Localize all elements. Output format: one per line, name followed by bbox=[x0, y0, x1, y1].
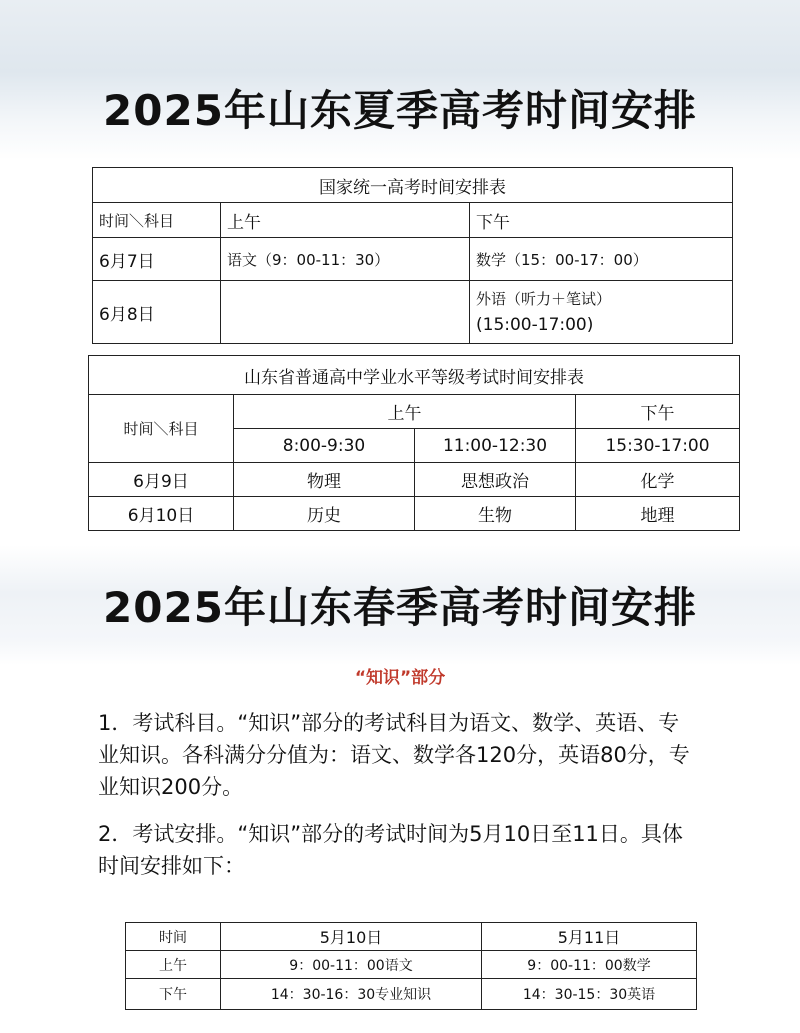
provincial-cell: 化学 bbox=[576, 463, 740, 497]
national-row-pm: 数学（15：00-17：00） bbox=[470, 238, 733, 281]
national-col-am: 上午 bbox=[221, 203, 470, 238]
provincial-col-pm: 下午 bbox=[576, 395, 740, 429]
national-exam-table bbox=[92, 167, 733, 344]
schedule-cell: 14：30-15：30英语 bbox=[482, 979, 697, 1010]
provincial-col-am: 上午 bbox=[234, 395, 576, 429]
provincial-row-date: 6月10日 bbox=[89, 497, 234, 531]
table-row bbox=[93, 203, 733, 238]
national-row-am bbox=[221, 281, 470, 344]
paragraph-schedule: 2．考试安排。“知识”部分的考试时间为5月10日至11日。具体时间安排如下： bbox=[98, 822, 683, 878]
national-row-date: 6月8日 bbox=[93, 281, 221, 344]
schedule-period: 下午 bbox=[126, 979, 221, 1010]
schedule-period: 上午 bbox=[126, 951, 221, 979]
provincial-table-caption: 山东省普通高中学业水平等级考试时间安排表 bbox=[89, 356, 740, 395]
national-pm-line2: (15:00-17:00) bbox=[476, 315, 594, 335]
schedule-day1: 5月10日 bbox=[221, 923, 482, 951]
table-row bbox=[126, 923, 697, 951]
national-table-caption: 国家统一高考时间安排表 bbox=[93, 168, 733, 203]
spring-title: 2025年山东春季高考时间安排 bbox=[103, 583, 697, 632]
paragraph-subjects: 1．考试科目。“知识”部分的考试科目为语文、数学、英语、专业知识。各科满分分值为：语文、数学各120分，英语80分，专业知识200分。 bbox=[98, 711, 690, 799]
table-row bbox=[89, 356, 740, 395]
national-col-pm: 下午 bbox=[470, 203, 733, 238]
provincial-exam-table bbox=[88, 355, 740, 531]
provincial-cell: 物理 bbox=[234, 463, 415, 497]
national-row-pm bbox=[470, 281, 733, 344]
national-row-date: 6月7日 bbox=[93, 238, 221, 281]
provincial-cell: 历史 bbox=[234, 497, 415, 531]
provincial-slot: 15:30-17:00 bbox=[576, 429, 740, 463]
table-row bbox=[93, 281, 733, 344]
table-row bbox=[89, 463, 740, 497]
summer-title: 2025年山东夏季高考时间安排 bbox=[103, 86, 697, 135]
national-table-corner: 时间＼科目 bbox=[93, 203, 221, 238]
schedule-cell: 14：30-16：30专业知识 bbox=[221, 979, 482, 1010]
table-row bbox=[93, 238, 733, 281]
provincial-cell: 思想政治 bbox=[415, 463, 576, 497]
schedule-day2: 5月11日 bbox=[482, 923, 697, 951]
table-row bbox=[126, 951, 697, 979]
provincial-cell: 生物 bbox=[415, 497, 576, 531]
provincial-cell: 地理 bbox=[576, 497, 740, 531]
national-pm-line1: 外语（听力＋笔试） bbox=[476, 290, 612, 308]
provincial-slot: 8:00-9:30 bbox=[234, 429, 415, 463]
schedule-cell: 9：00-11：00数学 bbox=[482, 951, 697, 979]
provincial-slot: 11:00-12:30 bbox=[415, 429, 576, 463]
table-row bbox=[126, 979, 697, 1010]
schedule-corner: 时间 bbox=[126, 923, 221, 951]
provincial-row-date: 6月9日 bbox=[89, 463, 234, 497]
table-row bbox=[89, 497, 740, 531]
table-row bbox=[89, 395, 740, 429]
spring-schedule-table bbox=[125, 922, 697, 1010]
provincial-table-corner: 时间＼科目 bbox=[89, 395, 234, 463]
schedule-cell: 9：00-11：00语文 bbox=[221, 951, 482, 979]
section-heading: “知识”部分 bbox=[354, 668, 446, 688]
national-row-am: 语文（9：00-11：30） bbox=[221, 238, 470, 281]
table-row bbox=[93, 168, 733, 203]
